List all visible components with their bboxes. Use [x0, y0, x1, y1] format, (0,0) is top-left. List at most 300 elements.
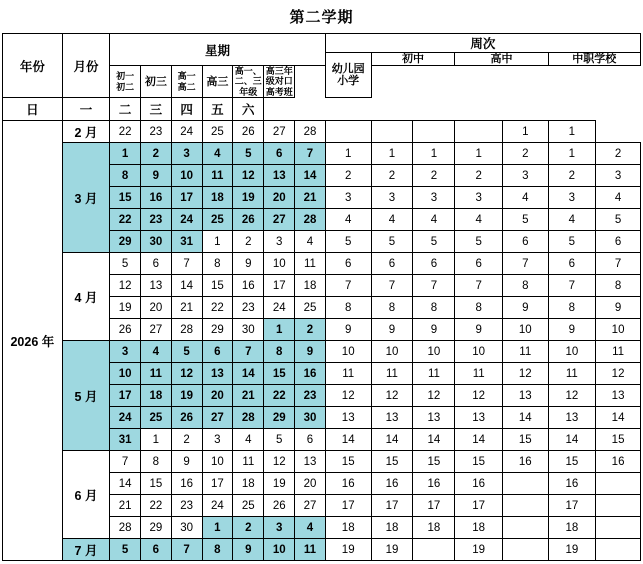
date-cell: 1 — [264, 319, 295, 341]
week-zz-gaokao: 9 — [596, 297, 641, 319]
date-cell: 16 — [171, 473, 202, 495]
table-row — [3, 451, 641, 473]
header-zz-gaokao: 高三年 级对口 高考班 — [265, 66, 293, 97]
date-cell: 23 — [171, 495, 202, 517]
week-chuyi-chuer: 5 — [371, 231, 413, 253]
date-cell: 15 — [264, 363, 295, 385]
week-chuyi-chuer: 6 — [371, 253, 413, 275]
week-gaosan: 11 — [502, 341, 548, 363]
date-cell: 25 — [202, 209, 233, 231]
date-cell: 10 — [264, 253, 295, 275]
header-group-zhongzhi: 中职学校 — [548, 53, 640, 66]
week-gaoyi-gaoer: 16 — [455, 473, 503, 495]
table-row — [3, 253, 641, 275]
date-cell: 3 — [264, 231, 295, 253]
date-cell: 29 — [264, 407, 295, 429]
week-gaoyi-gaoer: 15 — [455, 451, 503, 473]
header-group-gaozhong: 高中 — [455, 53, 548, 66]
date-cell: 20 — [141, 297, 172, 319]
date-cell: 20 — [202, 385, 233, 407]
header-youeryuan: 幼儿园 — [331, 62, 365, 75]
date-cell: 23 — [233, 297, 264, 319]
date-cell: 27 — [202, 407, 233, 429]
week-chusan — [413, 121, 455, 143]
week-zz-gaokao: 7 — [596, 253, 641, 275]
week-gaosan: 14 — [502, 407, 548, 429]
date-cell: 13 — [141, 275, 172, 297]
date-cell: 16 — [233, 275, 264, 297]
week-chusan: 4 — [413, 209, 455, 231]
date-cell: 30 — [171, 517, 202, 539]
week-chuyi-chuer: 13 — [371, 407, 413, 429]
date-cell: 12 — [233, 165, 264, 187]
week-youeryuan-xiaoxue: 12 — [325, 385, 371, 407]
week-zz-gaokao: 8 — [596, 275, 641, 297]
date-cell: 25 — [233, 495, 264, 517]
date-cell: 19 — [110, 297, 141, 319]
date-cell: 23 — [295, 385, 326, 407]
date-cell: 13 — [295, 451, 326, 473]
date-cell: 2 — [171, 429, 202, 451]
week-chusan: 3 — [413, 187, 455, 209]
week-gaosan — [502, 517, 548, 539]
week-gaoyi-gaoer: 4 — [455, 209, 503, 231]
header-gaoyi-gaoer: 高一 高二 — [171, 66, 202, 98]
week-youeryuan-xiaoxue: 4 — [325, 209, 371, 231]
date-cell: 10 — [110, 363, 141, 385]
week-zz-gaokao: 14 — [596, 407, 641, 429]
date-cell: 11 — [233, 451, 264, 473]
year-cell: 2026 年 — [3, 121, 63, 561]
week-zz-gaokao: 11 — [596, 341, 641, 363]
header-day-sat: 六 — [233, 98, 264, 121]
header-weeknum: 周次 — [325, 34, 640, 53]
week-gaoyi-gaoer: 6 — [455, 253, 503, 275]
date-cell: 1 — [202, 517, 233, 539]
week-youeryuan-xiaoxue: 1 — [325, 143, 371, 165]
date-cell: 10 — [264, 539, 295, 561]
week-gaoyi-gaoer: 3 — [455, 187, 503, 209]
week-chusan: 17 — [413, 495, 455, 517]
week-zz-123: 6 — [548, 253, 596, 275]
date-cell: 6 — [141, 253, 172, 275]
week-gaoyi-gaoer: 8 — [455, 297, 503, 319]
date-cell: 9 — [295, 341, 326, 363]
date-cell: 15 — [202, 275, 233, 297]
week-gaosan: 9 — [502, 297, 548, 319]
week-zz-123: 16 — [548, 473, 596, 495]
week-chuyi-chuer: 1 — [371, 143, 413, 165]
week-youeryuan-xiaoxue: 16 — [325, 473, 371, 495]
week-gaosan: 7 — [502, 253, 548, 275]
date-cell: 27 — [264, 209, 295, 231]
week-zz-123: 17 — [548, 495, 596, 517]
week-chusan: 11 — [413, 363, 455, 385]
week-zz-123: 19 — [548, 539, 596, 561]
week-chusan — [413, 539, 455, 561]
week-gaosan — [502, 473, 548, 495]
week-zz-gaokao: 10 — [596, 319, 641, 341]
date-cell: 30 — [295, 407, 326, 429]
academic-calendar-table — [2, 33, 641, 561]
date-cell: 27 — [264, 121, 295, 143]
header-day-thu: 四 — [171, 98, 202, 121]
week-gaoyi-gaoer: 1 — [455, 143, 503, 165]
date-cell: 7 — [233, 341, 264, 363]
date-cell: 14 — [233, 363, 264, 385]
date-cell: 5 — [110, 539, 141, 561]
date-cell: 28 — [110, 517, 141, 539]
week-gaosan: 6 — [502, 231, 548, 253]
header-day-mon: 一 — [62, 98, 110, 121]
week-gaosan — [502, 495, 548, 517]
date-cell: 2 — [233, 231, 264, 253]
date-cell: 12 — [171, 363, 202, 385]
week-youeryuan-xiaoxue: 19 — [325, 539, 371, 561]
date-cell: 14 — [110, 473, 141, 495]
week-zz-123: 7 — [548, 275, 596, 297]
week-chuyi-chuer: 7 — [371, 275, 413, 297]
date-cell: 29 — [202, 319, 233, 341]
week-gaosan: 16 — [502, 451, 548, 473]
week-zz-gaokao: 4 — [596, 187, 641, 209]
week-chusan: 16 — [413, 473, 455, 495]
date-cell: 24 — [171, 121, 202, 143]
week-gaosan: 5 — [502, 209, 548, 231]
week-youeryuan-xiaoxue: 6 — [325, 253, 371, 275]
date-cell: 1 — [202, 231, 233, 253]
header-row-1 — [3, 34, 641, 53]
week-chusan: 7 — [413, 275, 455, 297]
week-zz-gaokao: 13 — [596, 385, 641, 407]
date-cell: 24 — [264, 297, 295, 319]
week-chuyi-chuer: 8 — [371, 297, 413, 319]
week-chuyi-chuer: 14 — [371, 429, 413, 451]
week-chusan: 13 — [413, 407, 455, 429]
week-chusan: 10 — [413, 341, 455, 363]
date-cell: 24 — [110, 407, 141, 429]
date-cell: 7 — [110, 451, 141, 473]
week-gaoyi-gaoer: 18 — [455, 517, 503, 539]
week-chuyi-chuer: 2 — [371, 165, 413, 187]
week-chuyi-chuer: 19 — [371, 539, 413, 561]
date-cell: 24 — [171, 209, 202, 231]
week-chusan: 9 — [413, 319, 455, 341]
date-cell: 17 — [171, 187, 202, 209]
date-cell: 16 — [295, 363, 326, 385]
week-chusan: 8 — [413, 297, 455, 319]
header-chusan: 初三 — [141, 66, 172, 98]
week-zz-gaokao: 6 — [596, 231, 641, 253]
date-cell: 25 — [141, 407, 172, 429]
date-cell: 9 — [141, 165, 172, 187]
month-cell: 2 月 — [62, 121, 110, 143]
date-cell: 27 — [295, 495, 326, 517]
header-group-chuzhong: 初中 — [371, 53, 455, 66]
date-cell: 23 — [141, 121, 172, 143]
week-chuyi-chuer: 4 — [371, 209, 413, 231]
week-youeryuan-xiaoxue: 2 — [325, 165, 371, 187]
week-chuyi-chuer: 18 — [371, 517, 413, 539]
date-cell: 21 — [110, 495, 141, 517]
date-cell: 9 — [233, 253, 264, 275]
week-zz-gaokao: 5 — [596, 209, 641, 231]
week-zz-123: 1 — [548, 143, 596, 165]
week-gaosan — [502, 539, 548, 561]
week-chuyi-chuer: 17 — [371, 495, 413, 517]
header-group-kindergarten — [325, 53, 371, 98]
week-gaoyi-gaoer: 2 — [455, 165, 503, 187]
week-zz-123: 8 — [548, 297, 596, 319]
date-cell: 22 — [264, 385, 295, 407]
month-cell: 6 月 — [62, 451, 110, 539]
week-gaoyi-gaoer: 10 — [455, 341, 503, 363]
date-cell: 11 — [202, 165, 233, 187]
week-gaosan: 13 — [502, 385, 548, 407]
month-cell: 5 月 — [62, 341, 110, 451]
date-cell: 28 — [171, 319, 202, 341]
week-youeryuan-xiaoxue: 5 — [325, 231, 371, 253]
date-cell: 11 — [295, 539, 326, 561]
week-gaosan: 3 — [502, 165, 548, 187]
date-cell: 16 — [141, 187, 172, 209]
date-cell: 29 — [141, 517, 172, 539]
date-cell: 9 — [233, 539, 264, 561]
week-zz-123: 10 — [548, 341, 596, 363]
week-youeryuan-xiaoxue: 7 — [325, 275, 371, 297]
week-youeryuan-xiaoxue: 14 — [325, 429, 371, 451]
date-cell: 11 — [141, 363, 172, 385]
month-cell: 7 月 — [62, 539, 110, 561]
date-cell: 13 — [264, 165, 295, 187]
date-cell: 4 — [233, 429, 264, 451]
date-cell: 22 — [141, 495, 172, 517]
week-zz-gaokao: 16 — [596, 451, 641, 473]
date-cell: 26 — [233, 209, 264, 231]
week-youeryuan-xiaoxue: 9 — [325, 319, 371, 341]
table-row — [3, 121, 641, 143]
week-chuyi-chuer: 12 — [371, 385, 413, 407]
date-cell: 8 — [110, 165, 141, 187]
date-cell: 1 — [110, 143, 141, 165]
week-gaoyi-gaoer: 5 — [455, 231, 503, 253]
date-cell: 2 — [295, 319, 326, 341]
week-zz-gaokao: 2 — [596, 143, 641, 165]
week-chusan: 6 — [413, 253, 455, 275]
week-chusan: 18 — [413, 517, 455, 539]
week-youeryuan-xiaoxue: 17 — [325, 495, 371, 517]
date-cell: 8 — [202, 253, 233, 275]
header-year: 年份 — [3, 34, 63, 98]
week-chuyi-chuer: 10 — [371, 341, 413, 363]
date-cell: 17 — [264, 275, 295, 297]
date-cell: 18 — [295, 275, 326, 297]
date-cell: 28 — [295, 121, 326, 143]
date-cell: 6 — [202, 341, 233, 363]
header-day-tue: 二 — [110, 98, 141, 121]
week-youeryuan-xiaoxue: 11 — [325, 363, 371, 385]
table-body — [3, 121, 641, 561]
date-cell: 3 — [264, 517, 295, 539]
week-gaosan: 4 — [502, 187, 548, 209]
date-cell: 12 — [110, 275, 141, 297]
date-cell: 10 — [171, 165, 202, 187]
date-cell: 31 — [110, 429, 141, 451]
date-cell: 13 — [202, 363, 233, 385]
date-cell: 11 — [295, 253, 326, 275]
date-cell: 28 — [295, 209, 326, 231]
date-cell: 20 — [295, 473, 326, 495]
date-cell: 4 — [295, 517, 326, 539]
week-zz-123: 14 — [548, 429, 596, 451]
week-gaoyi-gaoer: 9 — [455, 319, 503, 341]
date-cell: 15 — [141, 473, 172, 495]
date-cell: 17 — [202, 473, 233, 495]
week-chusan: 2 — [413, 165, 455, 187]
week-youeryuan-xiaoxue: 15 — [325, 451, 371, 473]
date-cell: 28 — [233, 407, 264, 429]
week-zz-123: 1 — [548, 121, 596, 143]
week-zz-123: 12 — [548, 385, 596, 407]
week-chusan: 12 — [413, 385, 455, 407]
date-cell: 10 — [202, 451, 233, 473]
date-cell: 22 — [110, 121, 141, 143]
week-zz-123: 3 — [548, 187, 596, 209]
date-cell: 6 — [264, 143, 295, 165]
date-cell: 14 — [171, 275, 202, 297]
date-cell: 4 — [202, 143, 233, 165]
week-youeryuan-xiaoxue: 13 — [325, 407, 371, 429]
date-cell: 5 — [110, 253, 141, 275]
week-youeryuan-xiaoxue: 3 — [325, 187, 371, 209]
header-day-wed: 三 — [141, 98, 172, 121]
header-month: 月份 — [62, 34, 110, 98]
date-cell: 24 — [202, 495, 233, 517]
date-cell: 4 — [295, 231, 326, 253]
date-cell: 9 — [171, 451, 202, 473]
date-cell: 2 — [141, 143, 172, 165]
date-cell: 21 — [295, 187, 326, 209]
date-cell: 29 — [110, 231, 141, 253]
week-zz-123: 15 — [548, 451, 596, 473]
date-cell: 22 — [202, 297, 233, 319]
header-xiaoxue: 小学 — [337, 75, 360, 88]
date-cell: 20 — [264, 187, 295, 209]
date-cell: 4 — [141, 341, 172, 363]
date-cell: 19 — [264, 473, 295, 495]
week-gaosan: 8 — [502, 275, 548, 297]
date-cell: 7 — [171, 253, 202, 275]
date-cell: 6 — [141, 539, 172, 561]
date-cell: 1 — [141, 429, 172, 451]
week-zz-gaokao: 3 — [596, 165, 641, 187]
date-cell: 5 — [171, 341, 202, 363]
week-zz-123: 9 — [548, 319, 596, 341]
week-chusan: 1 — [413, 143, 455, 165]
week-zz-123: 11 — [548, 363, 596, 385]
date-cell: 8 — [141, 451, 172, 473]
week-zz-gaokao: 12 — [596, 363, 641, 385]
week-gaoyi-gaoer: 11 — [455, 363, 503, 385]
week-gaoyi-gaoer: 17 — [455, 495, 503, 517]
week-youeryuan-xiaoxue: 10 — [325, 341, 371, 363]
date-cell: 27 — [141, 319, 172, 341]
date-cell: 25 — [295, 297, 326, 319]
week-chusan: 5 — [413, 231, 455, 253]
week-gaosan: 15 — [502, 429, 548, 451]
week-chuyi-chuer: 3 — [371, 187, 413, 209]
date-cell: 2 — [233, 517, 264, 539]
month-cell: 3 月 — [62, 143, 110, 253]
week-chuyi-chuer: 16 — [371, 473, 413, 495]
week-gaoyi-gaoer — [455, 121, 503, 143]
header-zz-123: 高一、 二、三 年级 — [233, 66, 264, 98]
date-cell: 23 — [141, 209, 172, 231]
week-youeryuan-xiaoxue — [325, 121, 371, 143]
week-gaoyi-gaoer: 14 — [455, 429, 503, 451]
week-zz-gaokao — [596, 473, 641, 495]
date-cell: 18 — [233, 473, 264, 495]
date-cell: 19 — [171, 385, 202, 407]
header-chuyi-chuer: 初一 初二 — [110, 66, 141, 98]
week-chuyi-chuer — [371, 121, 413, 143]
table-row — [3, 341, 641, 363]
week-zz-123: 18 — [548, 517, 596, 539]
date-cell: 15 — [110, 187, 141, 209]
week-zz-gaokao — [596, 495, 641, 517]
week-zz-gaokao — [596, 517, 641, 539]
week-gaoyi-gaoer: 13 — [455, 407, 503, 429]
date-cell: 21 — [233, 385, 264, 407]
week-gaosan: 12 — [502, 363, 548, 385]
date-cell: 21 — [171, 297, 202, 319]
date-cell: 22 — [110, 209, 141, 231]
week-gaosan: 10 — [502, 319, 548, 341]
header-day-sun: 日 — [3, 98, 63, 121]
date-cell: 7 — [171, 539, 202, 561]
week-youeryuan-xiaoxue: 8 — [325, 297, 371, 319]
date-cell: 8 — [264, 341, 295, 363]
date-cell: 31 — [171, 231, 202, 253]
date-cell: 18 — [202, 187, 233, 209]
week-chuyi-chuer: 9 — [371, 319, 413, 341]
date-cell: 26 — [233, 121, 264, 143]
date-cell: 5 — [233, 143, 264, 165]
week-gaosan: 1 — [502, 121, 548, 143]
week-youeryuan-xiaoxue: 18 — [325, 517, 371, 539]
week-chusan: 15 — [413, 451, 455, 473]
date-cell: 30 — [141, 231, 172, 253]
week-zz-gaokao — [596, 539, 641, 561]
week-chuyi-chuer: 11 — [371, 363, 413, 385]
week-zz-gaokao: 15 — [596, 429, 641, 451]
week-zz-123: 5 — [548, 231, 596, 253]
date-cell: 25 — [202, 121, 233, 143]
header-weekday: 星期 — [110, 34, 326, 66]
date-cell: 6 — [295, 429, 326, 451]
week-gaoyi-gaoer: 19 — [455, 539, 503, 561]
week-gaoyi-gaoer: 7 — [455, 275, 503, 297]
week-zz-123: 13 — [548, 407, 596, 429]
date-cell: 3 — [110, 341, 141, 363]
week-gaoyi-gaoer: 12 — [455, 385, 503, 407]
header-day-fri: 五 — [202, 98, 233, 121]
date-cell: 7 — [295, 143, 326, 165]
table-row — [3, 143, 641, 165]
date-cell: 3 — [202, 429, 233, 451]
date-cell: 14 — [295, 165, 326, 187]
date-cell: 30 — [233, 319, 264, 341]
